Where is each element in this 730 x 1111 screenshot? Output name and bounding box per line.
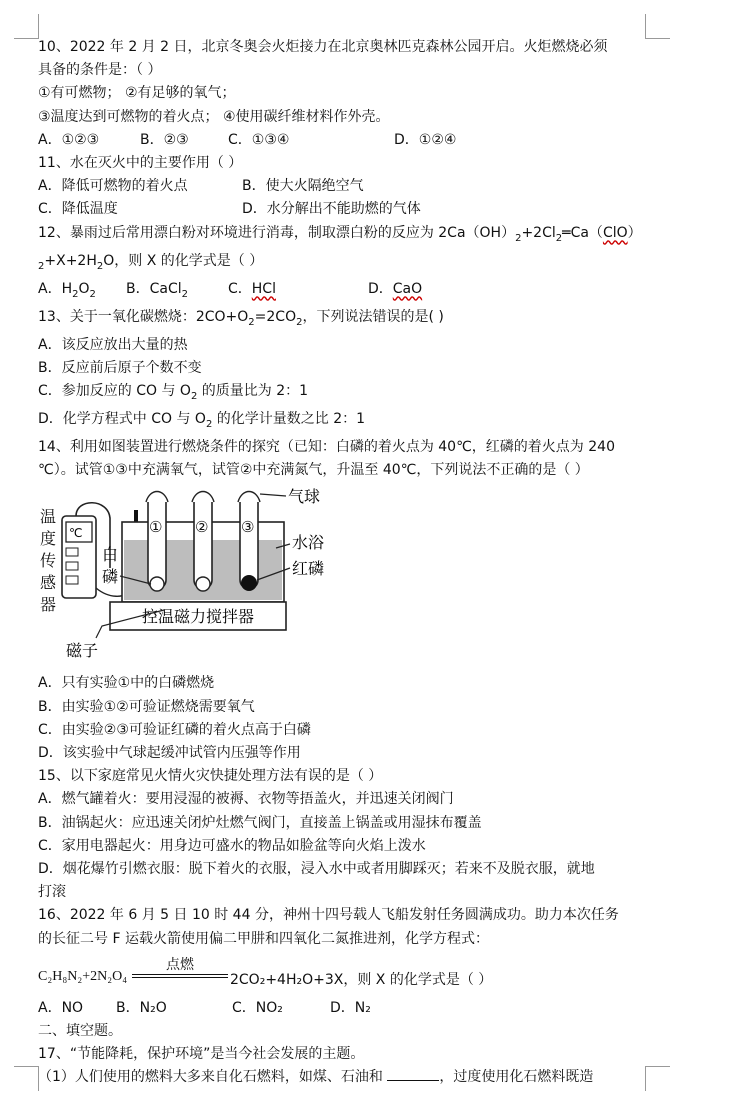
sensor-char-1: 温 [40, 507, 57, 527]
q16-option-b: B．N₂O [116, 999, 167, 1016]
tube-2-label: ② [195, 518, 209, 537]
q14-option-a: A．只有实验①中的白磷燃烧 [38, 675, 215, 692]
stirrer-label: 控温磁力搅拌器 [142, 607, 255, 627]
sensor-char-4: 感 [40, 573, 57, 593]
balloon-1 [146, 492, 168, 503]
q15-stem: 15、以下家庭常见火情火灾快捷处理方法有误的是（ ） [38, 768, 383, 785]
q16-option-c: C．NO₂ [232, 999, 283, 1016]
q12-option-c [228, 278, 368, 306]
q10-options [38, 129, 668, 152]
q16-stem-line1: 16、2022 年 6 月 5 日 10 时 44 分，神州十四号载人飞船发射任务圆满成功。助力本次任务 [38, 907, 619, 924]
q12-option-a: A．$H_2O_2$ [38, 280, 96, 300]
q12-stem-line2: $_2+X+2H_2O$，则 X 的化学式是（ ） [38, 252, 264, 272]
q17-sub1-text: （1）人们使用的燃料大多来自化石燃料，如煤、石油和 [38, 1069, 383, 1086]
q16-equation-reactants: C₂H₈N₂+2N₂O₄ [38, 968, 128, 984]
q14-option-b: B．由实验①②可验证燃烧需要氧气 [38, 698, 255, 715]
sensor-button-3 [66, 576, 78, 584]
q12-option-c-formula: HCl [251, 280, 276, 297]
question-11 [38, 152, 668, 222]
q16-equation-arrow [132, 957, 228, 978]
question-12 [38, 222, 668, 306]
q12-option-b-text: B．CaCl [126, 280, 182, 297]
q15-option-c: C．家用电器起火：用身边可盛水的物品如脸盆等向火焰上泼水 [38, 837, 426, 854]
sensor-button-2 [66, 562, 78, 570]
q12-stem-text: 12、暴雨过后常用漂白粉对环境进行消毒，制取漂白粉的反应为 2Ca（OH） [38, 224, 516, 241]
q12-stem-text-b: +2Cl [521, 224, 556, 241]
tube-1 [148, 502, 166, 589]
tube-3-label: ③ [241, 518, 255, 537]
question-15 [38, 765, 668, 904]
white-phosphorus-1 [150, 577, 164, 591]
q10-option-d: D．①②④ [394, 131, 457, 148]
q13-option-d: D．化学方程式中 CO 与 $O_2$ 的化学计量数之比 2：1 [38, 411, 366, 430]
q16-equation-equals [132, 974, 228, 978]
q10-stem-line1: 10、2022 年 2 月 2 日，北京冬奥会火炬接力在北京奥林匹克森林公园开启。火炬燃烧必须 [38, 39, 608, 55]
q13-option-a: A．该反应放出大量的热 [38, 336, 188, 353]
q16-equation-products: 2CO₂+4H₂O+3X，则 X 的化学式是（ ） [230, 971, 493, 988]
q13-option-d-text: D．化学方程式中 CO 与 O [38, 411, 206, 428]
balloon-3 [238, 492, 260, 503]
apparatus-figure [38, 488, 658, 668]
test-tubes [146, 492, 260, 592]
q10-conditions-2: ③温度达到可燃物的着火点； ④使用碳纤维材料作外壳。 [38, 108, 390, 125]
label-balloon: 气球 [288, 488, 321, 507]
q16-equation [38, 951, 668, 991]
q16-equation-condition: 点燃 [166, 956, 194, 973]
q12-stem-line1: 12、暴雨过后常用漂白粉对环境进行消毒，制取漂白粉的反应为 $2Ca(OH)_2+2Cl_2═Ca(ClO)$ [38, 224, 642, 244]
question-17 [38, 1043, 668, 1089]
question-10 [38, 36, 668, 152]
q11-option-c: C．降低温度 [38, 201, 118, 218]
q16-option-d: D．N₂ [330, 999, 371, 1016]
q12-stem-text-c: ═Ca（ [562, 224, 603, 241]
q12-option-c-text: C． [228, 280, 252, 297]
apparatus-diagram [38, 488, 658, 668]
question-16 [38, 904, 668, 1020]
q14-stem-line1: 14、利用如图装置进行燃烧条件的探究（已知：白磷的着火点为 40℃，红磷的着火点为 240 [38, 439, 615, 456]
q12-option-d-text: D． [368, 280, 393, 297]
q14-option-d: D．该实验中气球起缓冲试管内压强等作用 [38, 745, 301, 762]
q17-stem: 17、“节能降耗，保护环境”是当今社会发展的主题。 [38, 1046, 365, 1063]
q14-stem-line2: ℃）。试管①③中充满氧气，试管②中充满氮气，升温至 40℃，下列说法不正确的是（ ） [38, 462, 589, 479]
question-13 [38, 306, 668, 436]
q12-option-a-text-b: O [78, 280, 90, 297]
q13-option-c: C．参加反应的 CO 与 $O_2$ 的质量比为 2：1 [38, 383, 309, 402]
crop-mark-top-left [14, 14, 39, 39]
q17-sub1-text-b: ，过度使用化石燃料既造 [439, 1069, 594, 1086]
q13-stem-text-c: ，下列说法错误的是( ) [302, 308, 444, 325]
exam-page [38, 36, 668, 1090]
q15-option-b: B．油锅起火：应迅速关闭炉灶燃气阀门，直接盖上锅盖或用湿抹布覆盖 [38, 814, 482, 831]
q10-conditions-1: ①有可燃物； ②有足够的氧气； [38, 85, 236, 102]
label-bath: 水浴 [292, 533, 325, 553]
q13-stem-text: 13、关于一氧化碳燃烧：2CO+O [38, 308, 249, 325]
q13-option-d-text-b: 的化学计量数之比 2：1 [212, 411, 366, 428]
q15-option-a: A．燃气罐着火：要用浸湿的被褥、衣物等捂盖火，并迅速关闭阀门 [38, 791, 454, 808]
q12-stem-text-d: ClO [602, 224, 628, 241]
label-magnet: 磁子 [66, 641, 99, 661]
q10-stem-line2: 具备的条件是：（ ） [38, 62, 162, 79]
q13-option-c-text-b: 的质量比为 2：1 [197, 383, 309, 400]
q17-answer-blank[interactable] [387, 1066, 439, 1081]
q11-options-row1 [38, 175, 668, 198]
q17-sub1 [38, 1066, 668, 1089]
q11-option-b: B．使大火隔绝空气 [242, 178, 364, 195]
leader-balloon [260, 494, 286, 496]
q13-stem-text-b: =2CO [254, 308, 297, 325]
sensor-char-3: 传 [40, 551, 57, 571]
q11-option-d: D．水分解出不能助燃的气体 [242, 201, 421, 218]
q16-stem-line2: 的长征二号 F 运载火箭使用偏二甲肼和四氧化二氮推进剂，化学方程式： [38, 930, 489, 947]
sensor-celsius: ℃ [69, 526, 83, 541]
white-phosphorus-2 [196, 577, 210, 591]
q13-option-b: B．反应前后原子个数不变 [38, 359, 202, 376]
q12-option-a-text: A．H [38, 280, 73, 297]
q15-option-d-line1: D．烟花爆竹引燃衣服：脱下着火的衣服，浸入水中或者用脚踩灭；若来不及脱衣服，就地 [38, 861, 595, 878]
tube-2 [194, 502, 212, 589]
q11-options-row2 [38, 198, 668, 221]
q12-option-d [368, 278, 422, 306]
q12-options [38, 278, 668, 306]
sensor-button-1 [66, 548, 78, 556]
question-14 [38, 436, 668, 765]
sensor-char-5: 器 [40, 595, 57, 615]
q10-option-c: C．①③④ [228, 131, 290, 148]
tube-1-label: ① [149, 518, 163, 537]
q14-option-c: C．由实验②③可验证红磷的着火点高于白磷 [38, 721, 311, 738]
q12-option-b: B．CaCl$_2$ [126, 280, 188, 300]
red-phosphorus [241, 575, 257, 591]
q13-stem: 13、关于一氧化碳燃烧：$2CO+O_2=2CO_2$，下列说法错误的是( ) [38, 308, 444, 328]
balloon-2 [192, 492, 214, 503]
section-heading-fill-in: 二、填空题。 [38, 1023, 122, 1040]
crop-mark-bottom-left [14, 1066, 39, 1091]
q15-option-d-line2: 打滚 [38, 884, 66, 901]
q12-stem2-text-b: O，则 X 的化学式是（ ） [103, 252, 264, 269]
q16-options [38, 997, 668, 1020]
q16-option-a: A．NO [38, 999, 84, 1016]
label-red-p: 红磷 [292, 559, 325, 579]
label-white-p-1: 白 [102, 545, 119, 565]
q12-stem2-text: +X+2H [44, 252, 97, 269]
sensor-char-2: 度 [40, 529, 57, 549]
q12-stem-text-e: ） [627, 224, 642, 241]
q11-stem: 11、水在灭火中的主要作用（ ） [38, 155, 243, 172]
label-white-p-2: 磷 [102, 567, 119, 587]
q10-option-b: B．②③ [140, 131, 189, 148]
q13-option-c-text: C．参加反应的 CO 与 O [38, 383, 191, 400]
q11-option-a: A．降低可燃物的着火点 [38, 178, 188, 195]
q12-option-d-formula: CaO [392, 280, 423, 297]
q10-option-a: A．①②③ [38, 131, 100, 148]
